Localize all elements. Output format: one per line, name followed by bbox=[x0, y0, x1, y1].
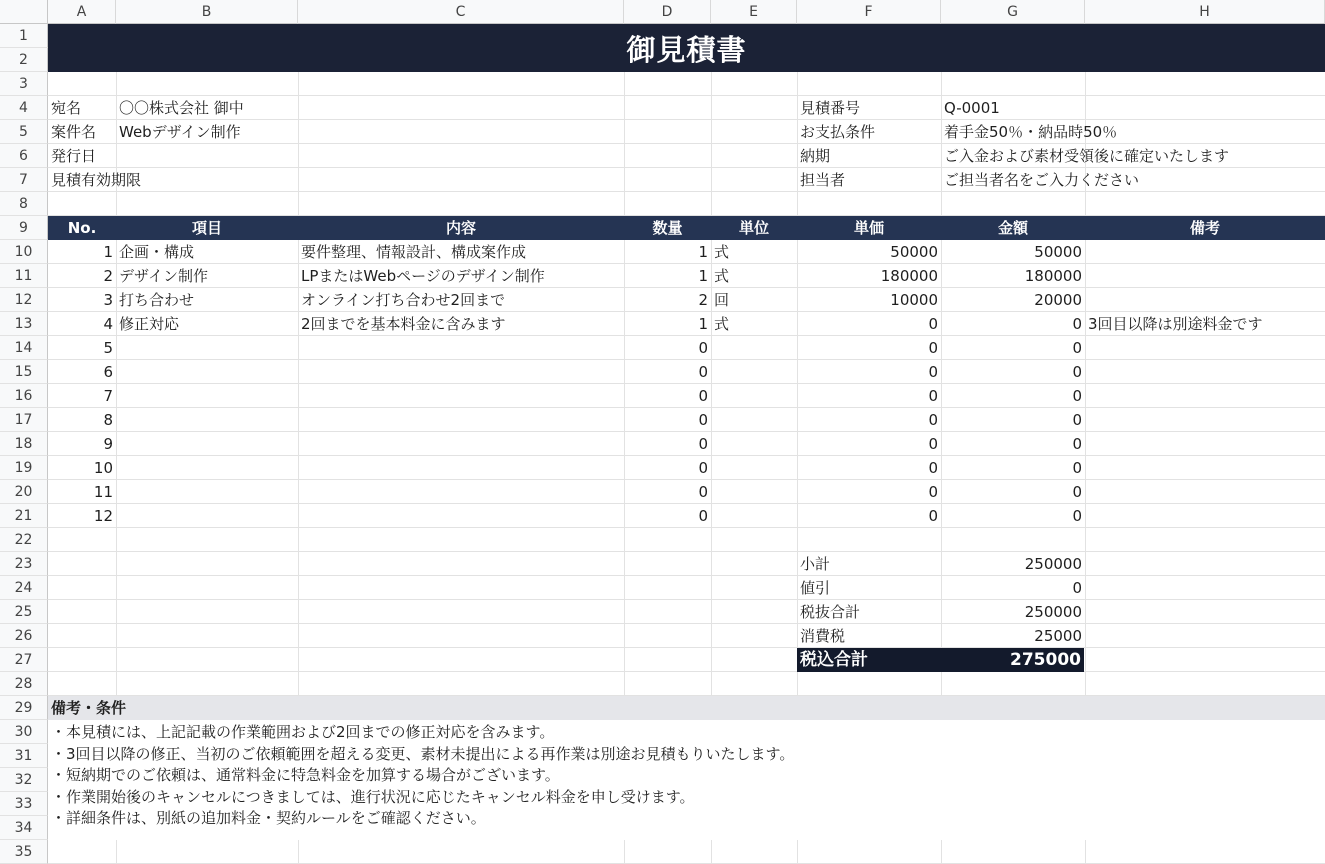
row-header-3[interactable]: 3 bbox=[0, 72, 48, 96]
note-line[interactable]: ・詳細条件は、別紙の追加料金・契約ルールをご確認ください。 bbox=[51, 809, 486, 827]
grand-total-label[interactable]: 税込合計 bbox=[800, 650, 868, 670]
cell-content[interactable] bbox=[298, 408, 624, 432]
cell-price[interactable]: 0 bbox=[928, 363, 938, 381]
cell-amount[interactable]: 0 bbox=[1072, 411, 1082, 429]
cell-amount[interactable]: 0 bbox=[1072, 507, 1082, 525]
cell-qty[interactable]: 0 bbox=[698, 507, 708, 525]
cell-note[interactable] bbox=[1085, 480, 1325, 504]
cell-note[interactable] bbox=[1085, 456, 1325, 480]
cell-item[interactable] bbox=[116, 360, 298, 384]
table-header-unit[interactable]: 単位 bbox=[738, 219, 769, 237]
cell-note[interactable] bbox=[1085, 336, 1325, 360]
total-value[interactable]: 25000 bbox=[1034, 627, 1082, 645]
table-header-item[interactable]: 項目 bbox=[191, 219, 222, 237]
info-value[interactable]: ご入金および素材受領後に確定いたします bbox=[944, 147, 1230, 165]
row-header-29[interactable]: 29 bbox=[0, 696, 48, 720]
row-header-6[interactable]: 6 bbox=[0, 144, 48, 168]
info-value[interactable]: Webデザイン制作 bbox=[119, 123, 241, 141]
column-header-h[interactable]: H bbox=[1085, 0, 1325, 24]
total-label[interactable]: 税抜合計 bbox=[800, 603, 861, 621]
cell-unit[interactable]: 回 bbox=[714, 291, 730, 309]
cell-item[interactable] bbox=[116, 480, 298, 504]
cell-unit[interactable]: 式 bbox=[714, 267, 730, 285]
info-label[interactable]: 見積有効期限 bbox=[51, 171, 142, 189]
cell-price[interactable]: 0 bbox=[928, 459, 938, 477]
cell-qty[interactable]: 0 bbox=[698, 387, 708, 405]
cell-amount[interactable]: 0 bbox=[1072, 363, 1082, 381]
column-header-d[interactable]: D bbox=[624, 0, 711, 24]
cell-content[interactable]: オンライン打ち合わせ2回まで bbox=[301, 291, 506, 309]
row-header-21[interactable]: 21 bbox=[0, 504, 48, 528]
cell-content[interactable] bbox=[298, 432, 624, 456]
cell-unit[interactable]: 式 bbox=[714, 315, 730, 333]
cell-note[interactable] bbox=[1085, 264, 1325, 288]
column-header-a[interactable]: A bbox=[48, 0, 116, 24]
row-header-7[interactable]: 7 bbox=[0, 168, 48, 192]
total-label[interactable]: 小計 bbox=[800, 555, 831, 573]
cell-item[interactable] bbox=[116, 504, 298, 528]
column-header-f[interactable]: F bbox=[797, 0, 941, 24]
info-label[interactable]: 宛名 bbox=[51, 99, 82, 117]
cell-qty[interactable]: 0 bbox=[698, 363, 708, 381]
cell-no[interactable]: 8 bbox=[103, 411, 113, 429]
grid-row-line bbox=[48, 551, 1325, 552]
table-header-content[interactable]: 内容 bbox=[445, 219, 476, 237]
column-header-c[interactable]: C bbox=[298, 0, 624, 24]
row-header-34[interactable]: 34 bbox=[0, 816, 48, 840]
info-value[interactable]: 着手金50％・納品時50％ bbox=[944, 123, 1118, 141]
cell-price[interactable]: 10000 bbox=[890, 291, 938, 309]
total-value[interactable]: 250000 bbox=[1024, 603, 1082, 621]
cell-price[interactable]: 0 bbox=[928, 435, 938, 453]
cell-unit[interactable] bbox=[711, 384, 797, 408]
total-value[interactable]: 250000 bbox=[1024, 555, 1082, 573]
cell-no[interactable]: 12 bbox=[93, 507, 113, 525]
row-header-8[interactable]: 8 bbox=[0, 192, 48, 216]
info-label[interactable]: 案件名 bbox=[51, 123, 97, 141]
select-all-corner[interactable] bbox=[0, 0, 48, 24]
cell-item[interactable]: デザイン制作 bbox=[119, 267, 208, 285]
cell-item[interactable] bbox=[116, 408, 298, 432]
cell-no[interactable]: 3 bbox=[103, 291, 113, 309]
row-header-24[interactable]: 24 bbox=[0, 576, 48, 600]
cell-note[interactable] bbox=[1085, 384, 1325, 408]
cell-price[interactable]: 180000 bbox=[880, 267, 938, 285]
cell-no[interactable]: 10 bbox=[93, 459, 113, 477]
row-header-18[interactable]: 18 bbox=[0, 432, 48, 456]
cell-price[interactable]: 0 bbox=[928, 315, 938, 333]
cell-unit[interactable] bbox=[711, 336, 797, 360]
info-value[interactable]: ご担当者名をご入力ください bbox=[944, 171, 1140, 189]
note-line[interactable]: ・3回目以降の修正、当初のご依頼範囲を超える変更、素材未提出による再作業は別途お見積もりいたします。 bbox=[51, 744, 795, 763]
cell-note[interactable] bbox=[1085, 360, 1325, 384]
note-line[interactable]: ・作業開始後のキャンセルにつきましては、進行状況に応じたキャンセル料金を申し受けます。 bbox=[51, 787, 695, 806]
cell-note[interactable] bbox=[1085, 408, 1325, 432]
row-header-2[interactable]: 2 bbox=[0, 48, 48, 72]
table-header-no[interactable]: No. bbox=[67, 219, 97, 237]
cell-item[interactable] bbox=[116, 456, 298, 480]
cell-price[interactable]: 0 bbox=[928, 387, 938, 405]
cell-content[interactable] bbox=[298, 456, 624, 480]
cell-no[interactable]: 11 bbox=[93, 483, 113, 501]
row-header-12[interactable]: 12 bbox=[0, 288, 48, 312]
cell-item[interactable] bbox=[116, 432, 298, 456]
row-header-9[interactable]: 9 bbox=[0, 216, 48, 240]
cell-note[interactable] bbox=[1085, 432, 1325, 456]
row-header-14[interactable]: 14 bbox=[0, 336, 48, 360]
cell-item[interactable]: 修正対応 bbox=[119, 315, 180, 333]
grid-row-line bbox=[48, 599, 1325, 600]
cell-item[interactable]: 企画・構成 bbox=[119, 243, 195, 261]
cell-content[interactable]: 要件整理、情報設計、構成案作成 bbox=[301, 243, 527, 261]
cell-amount[interactable]: 50000 bbox=[1034, 243, 1082, 261]
row-header-26[interactable]: 26 bbox=[0, 624, 48, 648]
cell-note[interactable] bbox=[1085, 288, 1325, 312]
cell-no[interactable]: 6 bbox=[103, 363, 113, 381]
total-label[interactable]: 値引 bbox=[800, 579, 831, 597]
row-header-15[interactable]: 15 bbox=[0, 360, 48, 384]
cell-note[interactable] bbox=[1085, 504, 1325, 528]
cell-note[interactable]: 3回目以降は別途料金です bbox=[1088, 315, 1263, 333]
info-label[interactable]: 見積番号 bbox=[800, 99, 861, 117]
cell-amount[interactable]: 0 bbox=[1072, 315, 1082, 333]
info-label[interactable]: 納期 bbox=[800, 147, 831, 165]
cell-qty[interactable]: 0 bbox=[698, 411, 708, 429]
column-header-e[interactable]: E bbox=[711, 0, 797, 24]
table-header-note[interactable]: 備考 bbox=[1189, 219, 1220, 237]
row-header-25[interactable]: 25 bbox=[0, 600, 48, 624]
column-header-g[interactable]: G bbox=[941, 0, 1085, 24]
cell-amount[interactable]: 0 bbox=[1072, 483, 1082, 501]
cell-amount[interactable]: 0 bbox=[1072, 435, 1082, 453]
info-value[interactable] bbox=[116, 144, 298, 168]
cell-item[interactable] bbox=[116, 384, 298, 408]
grand-total-value[interactable]: 275000 bbox=[1010, 650, 1081, 670]
total-value[interactable]: 0 bbox=[1072, 579, 1082, 597]
row-header-10[interactable]: 10 bbox=[0, 240, 48, 264]
table-header-amount[interactable]: 金額 bbox=[997, 219, 1028, 237]
info-value[interactable] bbox=[116, 168, 298, 192]
row-header-4[interactable]: 4 bbox=[0, 96, 48, 120]
cell-item[interactable]: 打ち合わせ bbox=[119, 291, 195, 309]
info-value[interactable]: Q-0001 bbox=[944, 99, 1000, 117]
cell-unit[interactable] bbox=[711, 432, 797, 456]
cell-qty[interactable]: 0 bbox=[698, 459, 708, 477]
cell-unit[interactable] bbox=[711, 408, 797, 432]
cell-amount[interactable]: 180000 bbox=[1024, 267, 1082, 285]
cell-unit[interactable] bbox=[711, 504, 797, 528]
cell-note[interactable] bbox=[1085, 240, 1325, 264]
row-header-1[interactable]: 1 bbox=[0, 24, 48, 48]
cell-price[interactable]: 0 bbox=[928, 483, 938, 501]
row-header-32[interactable]: 32 bbox=[0, 768, 48, 792]
row-header-31[interactable]: 31 bbox=[0, 744, 48, 768]
grid-row-line bbox=[48, 623, 1325, 624]
note-line[interactable]: ・本見積には、上記記載の作業範囲および2回までの修正対応を含みます。 bbox=[51, 723, 555, 741]
notes-title[interactable]: 備考・条件 bbox=[51, 699, 127, 717]
cell-no[interactable]: 2 bbox=[103, 267, 113, 285]
cell-content[interactable] bbox=[298, 480, 624, 504]
cell-qty[interactable]: 1 bbox=[698, 315, 708, 333]
cell-qty[interactable]: 1 bbox=[698, 243, 708, 261]
cell-qty[interactable]: 2 bbox=[698, 291, 708, 309]
table-header-qty[interactable]: 数量 bbox=[652, 219, 683, 237]
cell-no[interactable]: 9 bbox=[103, 435, 113, 453]
cell-unit[interactable] bbox=[711, 360, 797, 384]
grid-row-line bbox=[48, 647, 1325, 648]
cell-content[interactable] bbox=[298, 504, 624, 528]
info-label[interactable]: 発行日 bbox=[51, 147, 97, 165]
row-header-19[interactable]: 19 bbox=[0, 456, 48, 480]
cell-unit[interactable] bbox=[711, 456, 797, 480]
row-header-27[interactable]: 27 bbox=[0, 648, 48, 672]
row-header-5[interactable]: 5 bbox=[0, 120, 48, 144]
row-header-22[interactable]: 22 bbox=[0, 528, 48, 552]
cell-qty[interactable]: 0 bbox=[698, 435, 708, 453]
cell-price[interactable]: 50000 bbox=[890, 243, 938, 261]
note-line[interactable]: ・短納期でのご依頼は、通常料金に特急料金を加算する場合がございます。 bbox=[51, 766, 560, 784]
row-header-11[interactable]: 11 bbox=[0, 264, 48, 288]
cell-qty[interactable]: 1 bbox=[698, 267, 708, 285]
cell-price[interactable]: 0 bbox=[928, 339, 938, 357]
cell-qty[interactable]: 0 bbox=[698, 339, 708, 357]
cell-unit[interactable]: 式 bbox=[714, 243, 730, 261]
cell-amount[interactable]: 0 bbox=[1072, 339, 1082, 357]
cell-content[interactable] bbox=[298, 336, 624, 360]
column-header-b[interactable]: B bbox=[116, 0, 298, 24]
row-header-28[interactable]: 28 bbox=[0, 672, 48, 696]
row-header-17[interactable]: 17 bbox=[0, 408, 48, 432]
cell-amount[interactable]: 0 bbox=[1072, 387, 1082, 405]
cell-item[interactable] bbox=[116, 336, 298, 360]
cell-no[interactable]: 1 bbox=[103, 243, 113, 261]
cell-unit[interactable] bbox=[711, 480, 797, 504]
row-header-33[interactable]: 33 bbox=[0, 792, 48, 816]
cell-no[interactable]: 7 bbox=[103, 387, 113, 405]
info-value[interactable]: 〇〇株式会社 御中 bbox=[119, 99, 244, 117]
table-header-price[interactable]: 単価 bbox=[853, 219, 884, 237]
row-header-35[interactable]: 35 bbox=[0, 840, 48, 864]
cell-amount[interactable]: 20000 bbox=[1034, 291, 1082, 309]
cell-content[interactable]: LPまたはWebページのデザイン制作 bbox=[301, 267, 545, 285]
row-header-30[interactable]: 30 bbox=[0, 720, 48, 744]
info-label[interactable]: お支払条件 bbox=[800, 123, 876, 141]
cell-qty[interactable]: 0 bbox=[698, 483, 708, 501]
row-header-20[interactable]: 20 bbox=[0, 480, 48, 504]
row-header-16[interactable]: 16 bbox=[0, 384, 48, 408]
row-header-13[interactable]: 13 bbox=[0, 312, 48, 336]
cell-price[interactable]: 0 bbox=[928, 507, 938, 525]
cell-amount[interactable]: 0 bbox=[1072, 459, 1082, 477]
grid-row-line bbox=[48, 671, 1325, 672]
row-header-23[interactable]: 23 bbox=[0, 552, 48, 576]
total-label[interactable]: 消費税 bbox=[800, 627, 846, 645]
cell-price[interactable]: 0 bbox=[928, 411, 938, 429]
info-label[interactable]: 担当者 bbox=[800, 171, 846, 189]
quote-title[interactable]: 御見積書 bbox=[48, 24, 1325, 72]
cell-content[interactable] bbox=[298, 384, 624, 408]
cell-content[interactable]: 2回までを基本料金に含みます bbox=[301, 315, 506, 333]
cell-no[interactable]: 4 bbox=[103, 315, 113, 333]
cell-content[interactable] bbox=[298, 360, 624, 384]
grid-row-line bbox=[48, 575, 1325, 576]
cell-no[interactable]: 5 bbox=[103, 339, 113, 357]
